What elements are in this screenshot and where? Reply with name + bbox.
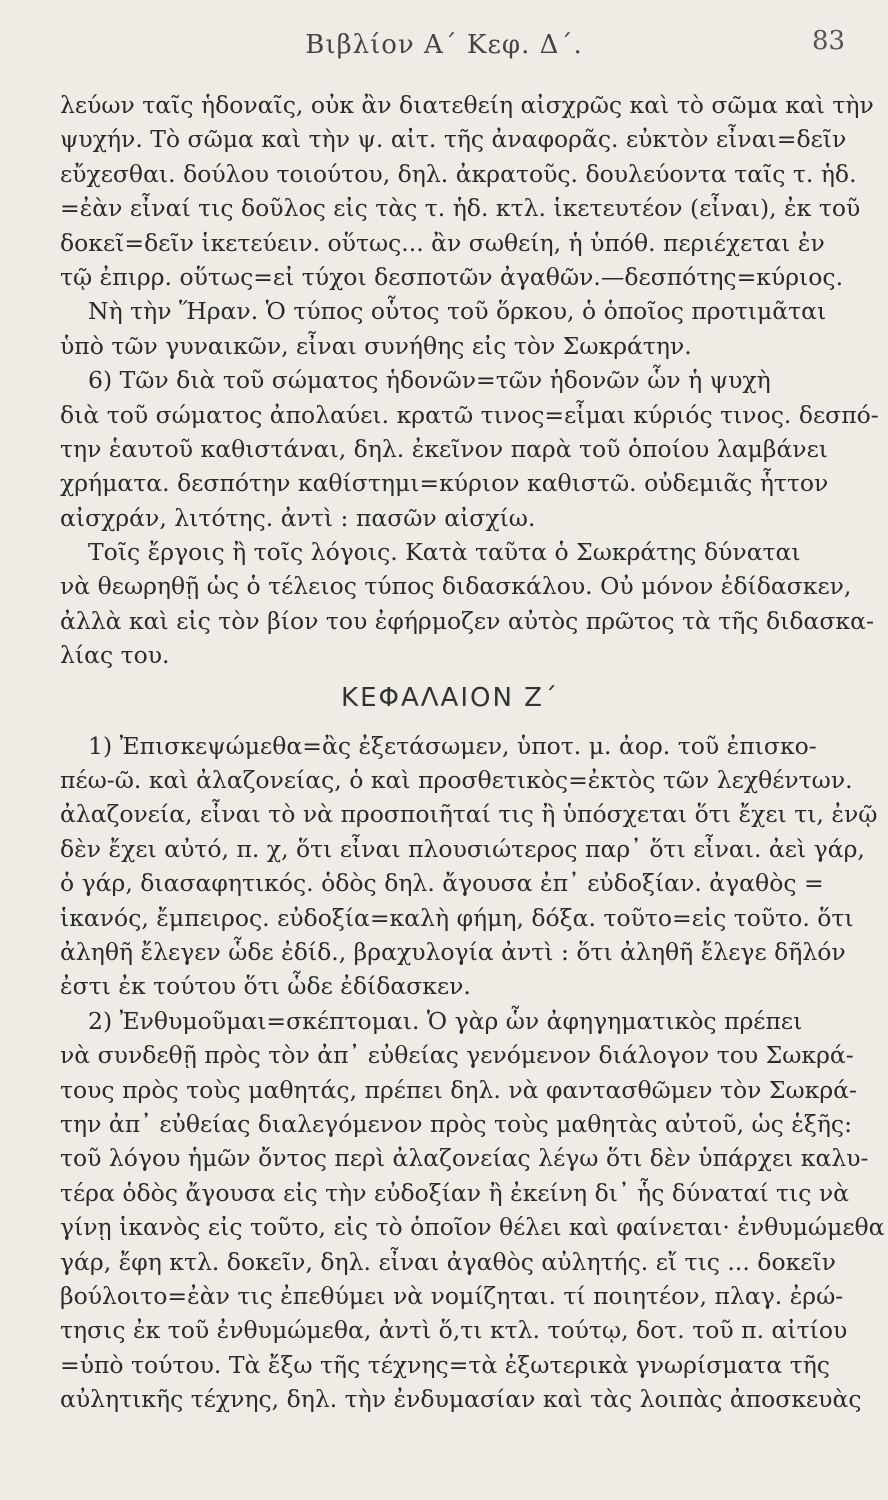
- text-line: τους πρὸς τοὺς μαθητάς, πρέπει δηλ. νὰ φαντασθῶμεν τὸν Σωκρά-: [60, 1075, 857, 1104]
- spacer: [60, 721, 800, 729]
- text-line: διὰ τοῦ σώματος ἀπολαύει. κρατῶ τινος=εἶμαι κύριός τινος. δεσπό-: [60, 400, 879, 429]
- text-line: γίνῃ ἱκανὸς εἰς τοῦτο, εἰς τὸ ὁποῖον θέλει καὶ φαίνεται· ἐνθυμώμεθα: [60, 1213, 885, 1242]
- text-line: νὰ συνδεθῇ πρὸς τὸν ἀπ᾽ εὐθείας γενόμενον διάλογον του Σωκρά-: [60, 1041, 854, 1070]
- text-line: =ἐὰν εἶναί τις δοῦλος εἰς τὰς τ. ἡδ. κτλ. ἱκετευτέον (εἶναι), ἐκ τοῦ: [60, 194, 861, 223]
- text-line: Τοῖς ἔργοις ἢ τοῖς λόγοις. Κατὰ ταῦτα ὁ Σωκράτης δύναται: [88, 538, 801, 567]
- text-line: 2) Ἐνθυμοῦμαι=σκέπτομαι. Ὁ γὰρ ὧν ἀφηγηματικὸς πρέπει: [88, 1006, 803, 1035]
- text-line: εὔχεσθαι. δούλου τοιούτου, δηλ. ἀκρατοῦς. δουλεύοντα ταῖς τ. ἡδ.: [60, 159, 857, 188]
- text-line: τοῦ λόγου ἡμῶν ὄντος περὶ ἀλαζονείας λέγω ὅτι δὲν ὑπάρχει καλυ-: [60, 1144, 869, 1173]
- text-line: ὑπὸ τῶν γυναικῶν, εἶναι συνήθης εἰς τὸν Σωκράτην.: [60, 331, 692, 360]
- text-line: λεύων ταῖς ἡδοναῖς, οὐκ ἂν διατεθείη αἰσχρῶς καὶ τὸ σῶμα καὶ τὴν: [60, 91, 874, 119]
- text-line: τησις ἐκ τοῦ ἐνθυμώμεθα, ἀντὶ ὅ,τι κτλ. τούτῳ, δοτ. τοῦ π. αἰτίου: [60, 1316, 848, 1345]
- page-number: 83: [812, 26, 846, 56]
- text-line: 1) Ἐπισκεψώμεθα=ἂς ἐξετάσωμεν, ὑποτ. μ. ἀορ. τοῦ ἐπισκο-: [88, 731, 817, 760]
- text-line: ὁ γάρ, διασαφητικός. ὁδὸς δηλ. ἄγουσα ἐπ᾽ εὐδοξίαν. ἀγαθὸς =: [60, 869, 824, 898]
- text-line: ψυχήν. Τὸ σῶμα καὶ τὴν ψ. αἰτ. τῆς ἀναφορᾶς. εὐκτὸν εἶναι=δεῖν: [60, 125, 847, 154]
- text-line: γάρ, ἔφη κτλ. δοκεῖν, δηλ. εἶναι ἀγαθὸς αὐλητής. εἴ τις ... δοκεῖν: [60, 1247, 836, 1276]
- running-head: Βιβλίον Α΄ Κεφ. Δ΄.: [305, 30, 583, 60]
- chapter-heading: ΚΕΦΑΛΑΙΟΝ Ζ΄: [341, 682, 559, 713]
- text-line: ἀλαζονεία, εἶναι τὸ νὰ προσποιῆταί τις ἢ ὑπόσχεται ὅτι ἔχει τι, ἐνῷ: [60, 800, 878, 829]
- text-line: την ἀπ᾽ εὐθείας διαλεγόμενον πρὸς τοὺς μαθητὰς αὐτοῦ, ὡς ἑξῆς:: [60, 1109, 853, 1138]
- text-line: ἱκανός, ἔμπειρος. εὐδοξία=καλὴ φήμη, δόξα. τοῦτο=εἰς τοῦτο. ὅτι: [60, 903, 854, 932]
- text-line: νὰ θεωρηθῇ ὡς ὁ τέλειος τύπος διδασκάλου. Οὐ μόνον ἐδίδασκεν,: [60, 572, 852, 601]
- page-body: [60, 88, 885, 1416]
- text-line: =ὑπὸ τούτου. Τὰ ἔξω τῆς τέχνης=τὰ ἐξωτερικὰ γνωρίσματα τῆς: [60, 1350, 830, 1379]
- text-line: βούλοιτο=ἐὰν τις ἐπεθύμει νὰ νομίζηται. τί ποιητέον, πλαγ. ἐρώ-: [60, 1281, 844, 1310]
- text-line: την ἑαυτοῦ καθιστάναι, δηλ. ἐκεῖνον παρὰ τοῦ ὁποίου λαμβάνει: [60, 434, 828, 463]
- text-line: ἀλλὰ καὶ εἰς τὸν βίον του ἐφήρμοζεν αὐτὸς πρῶτος τὰ τῆς διδασκα-: [60, 606, 874, 635]
- text-line: αὐλητικῆς τέχνης, δηλ. τὴν ἐνδυμασίαν καὶ τὰς λοιπὰς ἀποσκευὰς: [60, 1385, 862, 1414]
- text-line: δὲν ἔχει αὐτό, π. χ, ὅτι εἶναι πλουσιώτερος παρ᾽ ὅτι εἶναι. ἀεὶ γάρ,: [60, 834, 865, 863]
- text-line: Νὴ τὴν Ἥραν. Ὁ τύπος οὗτος τοῦ ὅρκου, ὁ ὁποῖος προτιμᾶται: [88, 297, 827, 326]
- text-line: τῷ ἐπιρρ. οὕτως=εἰ τύχοι δεσποτῶν ἀγαθῶν.—δεσπότης=κύριος.: [60, 262, 844, 291]
- text-line: τέρα ὁδὸς ἄγουσα εἰς τὴν εὐδοξίαν ἢ ἐκείνη δι᾽ ἧς δύναταί τις νὰ: [60, 1178, 850, 1207]
- text-line: αἰσχράν, λιτότης. ἀντὶ : πασῶν αἰσχίω.: [60, 503, 536, 532]
- text-line: 6) Τῶν διὰ τοῦ σώματος ἡδονῶν=τῶν ἡδονῶν ὧν ἡ ψυχὴ: [88, 366, 771, 395]
- text-line: χρήματα. δεσπότην καθίστημι=κύριον καθιστῶ. οὐδεμιᾶς ἧττον: [60, 469, 829, 498]
- text-line: ἀληθῆ ἔλεγεν ὧδε ἐδίδ., βραχυλογία ἀντὶ : ὅτι ἀληθῆ ἔλεγε δῆλόν: [60, 937, 846, 966]
- text-line: πέω-ῶ. καὶ ἀλαζονείας, ὁ καὶ προσθετικὸς=ἐκτὸς τῶν λεχθέντων.: [60, 766, 853, 795]
- text-line: λίας του.: [60, 641, 170, 670]
- text-line: δοκεῖ=δεῖν ἱκετεύειν. οὕτως... ἂν σωθείη, ἡ ὑπόθ. περιέχεται ἐν: [60, 228, 825, 257]
- text-line: ἐστι ἐκ τούτου ὅτι ὧδε ἐδίδασκεν.: [60, 972, 471, 1001]
